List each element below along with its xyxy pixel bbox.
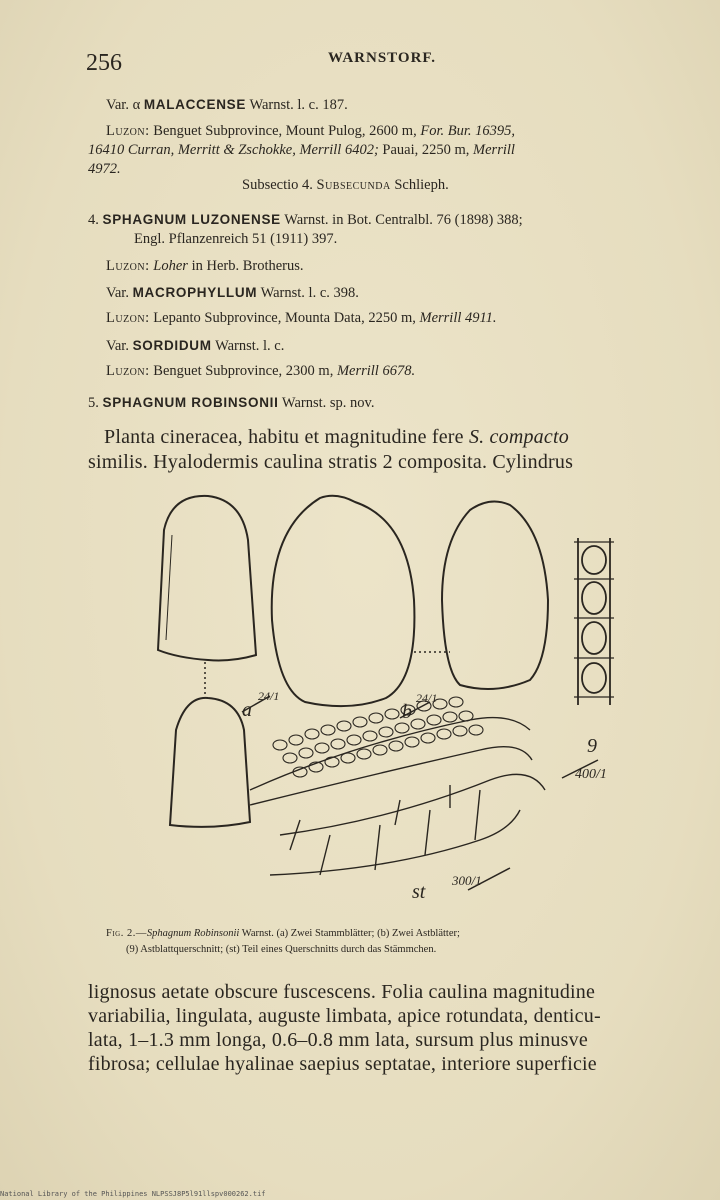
description-bottom-line-3: lata, 1–1.3 mm longa, 0.6–0.8 mm lata, sursum plus minusve	[88, 1029, 588, 1051]
figure-drawing	[150, 490, 640, 910]
entry-luzon-1-end: 4972.	[88, 161, 121, 177]
branch-leaf-1	[272, 496, 415, 706]
description-bottom-line-2: variabilia, lingulata, auguste limbata, apice rotundata, denticu-	[88, 1005, 601, 1027]
entry-luzon-4: Luzon: Benguet Subprovince, 2300 m, Merrill 6678.	[106, 363, 416, 379]
entry-var-malaccense: Var. α MALACCENSE Warnst. l. c. 187.	[106, 97, 348, 113]
mag-b: 24/1	[416, 691, 438, 705]
branch-leaf-2	[442, 501, 548, 689]
entry-var-macrophyllum: Var. MACROPHYLLUM Warnst. l. c. 398.	[106, 285, 359, 301]
species-4-citation: Engl. Pflanzenreich 51 (1911) 397.	[134, 231, 338, 247]
running-head: WARNSTORF.	[328, 50, 436, 66]
label-st: st	[412, 881, 426, 903]
mag-st: 300/1	[452, 873, 482, 888]
mag-a: 24/1	[258, 689, 280, 703]
description-bottom-line-4: fibrosa; cellulae hyalinae saepius septatae, interiore superficie	[88, 1053, 597, 1075]
label-b: b	[402, 701, 412, 723]
entry-luzon-2: Luzon: Loher in Herb. Brotherus.	[106, 258, 304, 274]
figure-caption-line-2: (9) Astblattquerschnitt; (st) Teil eines Querschnitts durch das Stämmchen.	[126, 944, 437, 955]
entry-var-sordidum: Var. SORDIDUM Warnst. l. c.	[106, 338, 285, 354]
label-a: a	[242, 699, 252, 721]
entry-luzon-1: Luzon: Benguet Subprovince, Mount Pulog, 2600 m, For. Bur. 16395,	[106, 123, 516, 139]
label-9: 9	[587, 735, 597, 757]
description-bottom-line-1: lignosus aetate obscure fuscescens. Folia caulina magnitudine	[88, 981, 596, 1003]
stem-hyaloderm-cells	[273, 697, 483, 777]
species-4-heading: 4. SPHAGNUM LUZONENSE Warnst. in Bot. Centralbl. 76 (1898) 388;	[88, 212, 523, 228]
entry-luzon-1-cont: 16410 Curran, Merritt & Zschokke, Merrill 6402; Pauai, 2250 m, Merrill	[88, 142, 515, 158]
page-number: 256	[86, 50, 122, 76]
stem-leaf-2	[170, 698, 250, 827]
description-line-1: Planta cineracea, habitu et magnitudine fere S. compacto	[104, 426, 569, 448]
scan-footer: National Library of the Philippines NLPSSJ8P5l91llspv000262.tif	[0, 1190, 266, 1198]
mag-9: 400/1	[575, 767, 607, 782]
leaf-cross-section	[574, 538, 614, 705]
description-line-2: similis. Hyalodermis caulina stratis 2 composita. Cylindrus	[88, 451, 574, 473]
species-5-heading: 5. SPHAGNUM ROBINSONII Warnst. sp. nov.	[88, 395, 375, 411]
subsectio-heading: Subsectio 4. Subsecunda Schlieph.	[242, 177, 449, 193]
stem-leaf-1	[158, 496, 256, 661]
figure-caption-line-1: Fig. 2.—Sphagnum Robinsonii Warnst. (a) Zwei Stammblätter; (b) Zwei Astblätter;	[106, 928, 460, 939]
entry-luzon-3: Luzon: Lepanto Subprovince, Mounta Data, 2250 m, Merrill 4911.	[106, 310, 497, 326]
